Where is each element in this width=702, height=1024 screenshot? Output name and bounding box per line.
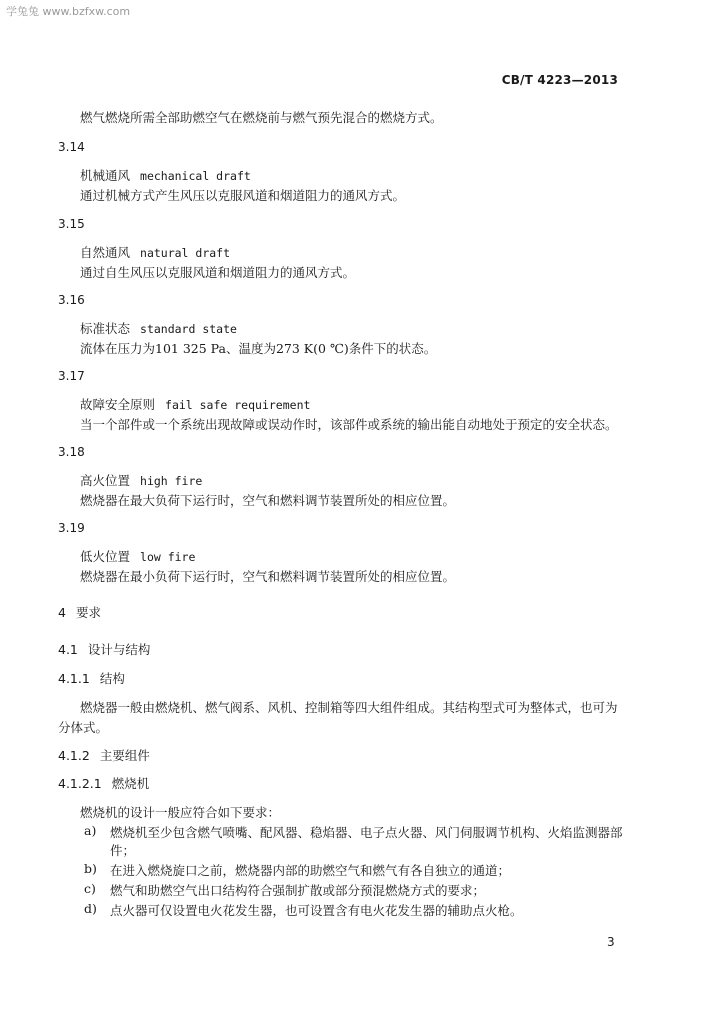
list-item xyxy=(84,901,624,921)
section-heading-4-1 xyxy=(58,640,150,658)
section-title: 主要组件 xyxy=(99,748,150,763)
term-zh: 高火位置 xyxy=(80,473,131,488)
list-label: b) xyxy=(84,861,97,876)
term-zh: 机械通风 xyxy=(80,168,131,183)
term-definition: 燃烧器在最小负荷下运行时，空气和燃料调节装置所处的相应位置。 xyxy=(80,569,456,584)
term-definition: 通过机械方式产生风压以克服风道和烟道阻力的通风方式。 xyxy=(80,188,406,203)
section-number: 4.1 xyxy=(58,642,78,657)
section-heading-4-1-2 xyxy=(58,746,150,764)
list-label: a) xyxy=(84,823,97,838)
term-zh: 低火位置 xyxy=(80,549,131,564)
section-title: 燃烧机 xyxy=(111,776,150,791)
term-definition: 燃烧器在最大负荷下运行时，空气和燃料调节装置所处的相应位置。 xyxy=(80,493,456,508)
term-number: 3.16 xyxy=(58,293,85,307)
section-heading-4 xyxy=(58,603,101,621)
term-heading xyxy=(80,166,251,184)
list-item xyxy=(84,823,624,843)
paragraph-4-1-2-1: 燃烧机的设计一般应符合如下要求： xyxy=(80,805,281,820)
standard-number: CB/T 4223—2013 xyxy=(501,73,618,87)
section-number: 4.1.2 xyxy=(58,748,90,763)
page-number: 3 xyxy=(607,935,615,949)
term-heading xyxy=(80,243,230,261)
list-item-cont: 件； xyxy=(110,843,136,858)
intro-text: 燃气燃烧所需全部助燃空气在燃烧前与燃气预先混合的燃烧方式。 xyxy=(80,110,443,125)
term-definition: 当一个部件或一个系统出现故障或误动作时，该部件或系统的输出能自动地处于预定的安全状态。 xyxy=(80,417,618,432)
list-text: 燃气和助燃空气出口结构符合强制扩散或部分预混燃烧方式的要求； xyxy=(110,883,486,898)
section-number: 4 xyxy=(58,605,66,620)
section-number: 4.1.2.1 xyxy=(58,776,102,791)
list-item xyxy=(84,881,624,901)
term-heading xyxy=(80,547,195,565)
list-item xyxy=(84,861,624,881)
term-number: 3.15 xyxy=(58,217,85,231)
section-title: 结构 xyxy=(99,671,125,686)
term-en: natural draft xyxy=(140,246,231,260)
term-definition: 流体在压力为101 325 Pa、温度为273 K(0 ℃)条件下的状态。 xyxy=(80,341,437,356)
term-zh: 标准状态 xyxy=(80,321,131,336)
term-number: 3.19 xyxy=(58,521,85,535)
term-en: fail safe requirement xyxy=(165,398,311,412)
section-heading-4-1-1 xyxy=(58,669,125,687)
term-en: mechanical draft xyxy=(140,169,251,183)
list-text: 燃烧机至少包含燃气喷嘴、配风器、稳焰器、电子点火器、风门伺服调节机构、火焰监测器部 xyxy=(110,825,623,840)
term-definition: 通过自生风压以克服风道和烟道阻力的通风方式。 xyxy=(80,265,356,280)
section-number: 4.1.1 xyxy=(58,671,90,686)
section-heading-4-1-2-1 xyxy=(58,774,149,792)
paragraph-4-1-1: 燃烧器一般由燃烧机、燃气阀系、风机、控制箱等四大组件组成。其结构型式可为整体式，也可为 xyxy=(80,700,618,715)
term-number: 3.17 xyxy=(58,369,85,383)
list-label: d) xyxy=(84,901,97,916)
section-title: 要求 xyxy=(75,605,101,620)
list-text: 点火器可仅设置电火花发生器，也可设置含有电火花发生器的辅助点火枪。 xyxy=(110,903,523,918)
term-en: high fire xyxy=(140,474,203,488)
term-zh: 故障安全原则 xyxy=(80,397,156,412)
term-heading xyxy=(80,395,310,413)
term-number: 3.14 xyxy=(58,140,85,154)
term-number: 3.18 xyxy=(58,445,85,459)
paragraph-4-1-1-cont: 分体式。 xyxy=(58,720,109,735)
term-zh: 自然通风 xyxy=(80,245,131,260)
watermark: 学兔兔 www.bzfxw.com xyxy=(6,5,131,18)
term-heading xyxy=(80,319,237,337)
term-en: standard state xyxy=(140,322,237,336)
term-heading xyxy=(80,471,202,489)
section-title: 设计与结构 xyxy=(87,642,151,657)
list-label: c) xyxy=(84,881,96,896)
term-en: low fire xyxy=(140,550,196,564)
list-text: 在进入燃烧旋口之前，燃烧器内部的助燃空气和燃气有各自独立的通道； xyxy=(110,863,511,878)
